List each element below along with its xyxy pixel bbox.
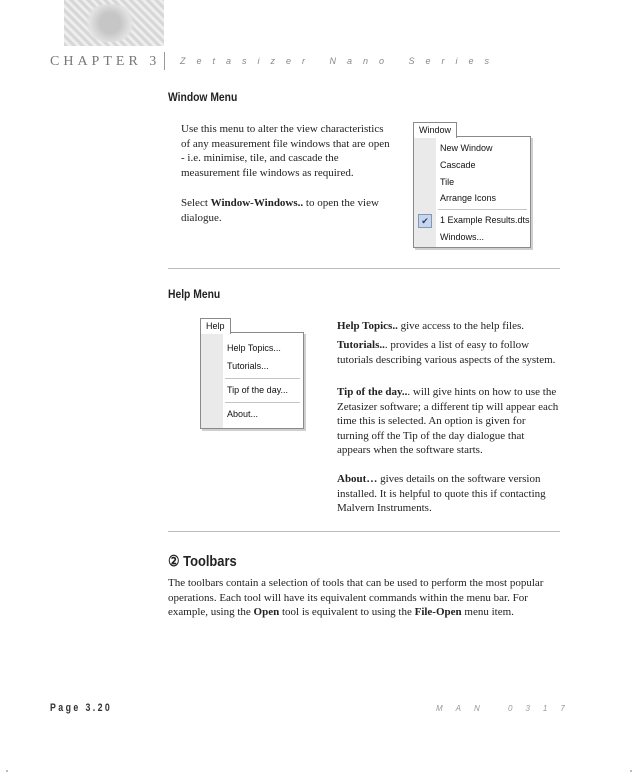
series-title: Zetasizer Nano Series <box>180 56 501 66</box>
help-menu-heading: Help Menu <box>168 287 221 301</box>
section-number: ② <box>168 553 180 570</box>
menu-item-about: About... <box>227 409 259 419</box>
section-divider <box>168 531 560 532</box>
window-menu-description: Use this menu to alter the view characteristics of any measurement file windows that are open - i.e. minimise, tile, and cascade the measurement file windows as required. <box>181 123 390 179</box>
about-description <box>337 472 559 516</box>
toolbars-text-2: tool is equivalent to using the <box>279 606 415 618</box>
menu-item-tile: Tile <box>440 177 455 187</box>
help-menu-dropdown <box>200 332 304 429</box>
help-menu-title: Help <box>200 318 231 334</box>
window-menu-heading: Window Menu <box>168 90 238 104</box>
menu-item-tip-of-the-day: Tip of the day... <box>227 385 289 395</box>
help-menu-screenshot <box>200 318 304 430</box>
file-open-command: File-Open <box>414 606 462 618</box>
tutorials-text: . provides a list of easy to follow tutorials describing various aspects of the system. <box>337 339 556 366</box>
about-term: About… <box>337 473 378 485</box>
toolbars-text-3: menu item. <box>461 606 514 618</box>
menu-item-windows: Windows... <box>440 232 485 242</box>
menu-separator <box>225 378 300 379</box>
open-tool-name: Open <box>253 606 280 618</box>
toolbars-title: Toolbars <box>183 553 237 570</box>
menu-gutter <box>201 333 223 428</box>
corner-mark <box>6 770 8 772</box>
menu-item-arrange-icons: Arrange Icons <box>440 193 497 203</box>
chapter-label: CHAPTER 3 <box>50 54 161 69</box>
menu-item-cascade: Cascade <box>440 160 476 170</box>
tip-of-the-day-description <box>337 385 559 458</box>
toolbars-heading <box>168 552 237 570</box>
help-topics-description <box>337 319 559 334</box>
menu-item-new-window: New Window <box>440 143 493 153</box>
window-menu-dropdown <box>413 136 531 248</box>
toolbars-text-1: The toolbars contain a selection of tools that can be used to perform the most popular operations. Each tool will have its equivalent commands within the menu bar. For example, using the <box>168 577 544 618</box>
help-topics-term: Help Topics.. <box>337 320 398 332</box>
check-icon: ✔ <box>418 214 432 228</box>
tip-of-the-day-term: Tip of the day.. <box>337 386 408 398</box>
toolbars-description <box>168 576 562 620</box>
menu-separator <box>438 209 527 210</box>
window-menu-title: Window <box>413 122 457 138</box>
select-prefix: Select <box>181 197 211 209</box>
window-menu-screenshot <box>413 122 531 250</box>
tutorials-term: Tutorials.. <box>337 339 385 351</box>
menu-item-help-topics: Help Topics... <box>227 343 281 353</box>
tutorials-description <box>337 338 559 367</box>
about-text: gives details on the software version installed. It is helpful to quote this if contacting Malvern Instruments. <box>337 473 546 514</box>
page-number: Page 3.20 <box>50 702 113 714</box>
window-menu-select-text <box>181 196 391 225</box>
select-suffix: to open the view dialogue. <box>181 197 379 224</box>
menu-gutter <box>414 137 436 247</box>
manual-code: MAN 0317 <box>436 704 578 713</box>
chapter-emblem <box>64 0 164 46</box>
tip-of-the-day-text: . will give hints on how to use the Zetasizer software; a different tip will appear each time this is selected. An option is given for turning off the Tip of the day dialogue that appears when the software starts. <box>337 386 559 456</box>
corner-mark <box>630 770 632 772</box>
section-divider <box>168 268 560 269</box>
help-topics-text: give access to the help files. <box>397 320 524 332</box>
menu-item-example-results: 1 Example Results.dts <box>440 215 530 225</box>
menu-separator <box>225 402 300 403</box>
menu-item-tutorials: Tutorials... <box>227 361 269 371</box>
window-windows-command: Window-Windows.. <box>210 197 304 209</box>
header-divider <box>164 52 165 70</box>
